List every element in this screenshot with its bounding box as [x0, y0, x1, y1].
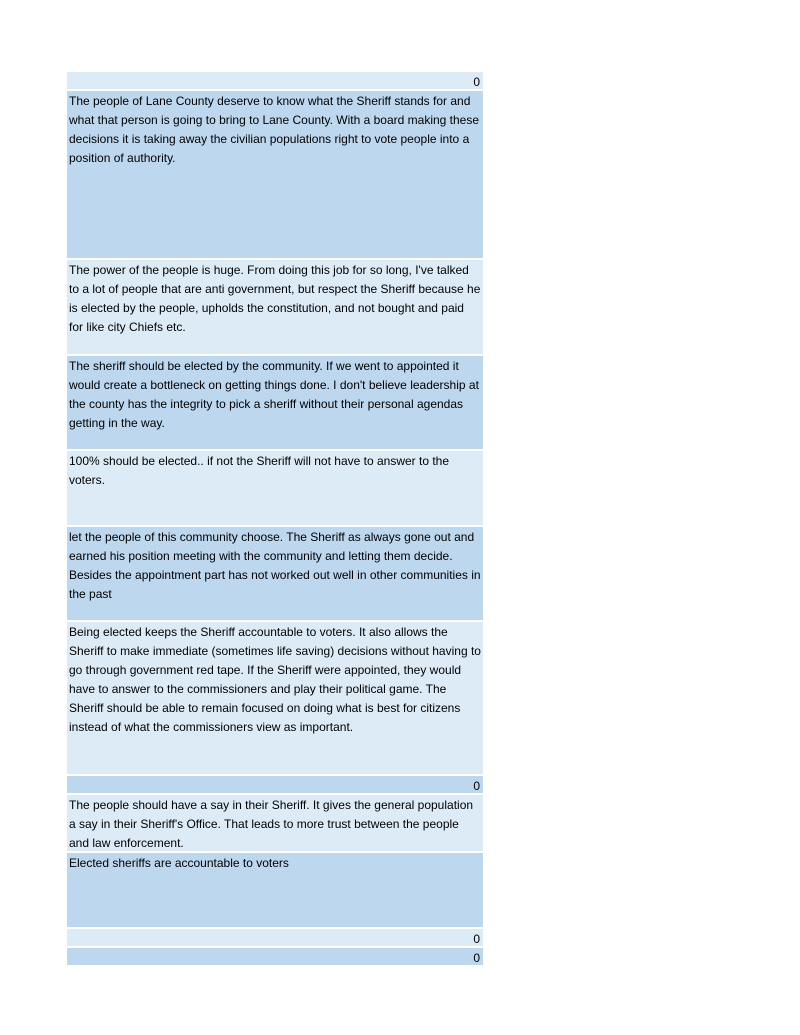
cell-text: let the people of this community choose. The Sheriff as always gone out and earned his position meeting with the community and letting them decide. Besides the appointment part has not worked out well in other communities in the past: [69, 530, 481, 601]
number-cell[interactable]: [67, 72, 483, 91]
response-cell[interactable]: [67, 853, 483, 929]
cell-text: 100% should be elected.. if not the Sheriff will not have to answer to the voters.: [69, 454, 450, 487]
spreadsheet-column: [67, 72, 483, 967]
response-cell[interactable]: [67, 356, 483, 451]
cell-text: The power of the people is huge. From doing this job for so long, I've talked to a lot of people that are anti government, but respect the Sheriff because he is elected by the people, upholds the constitution, and not bought and paid for like city Chiefs etc.: [69, 263, 481, 334]
cell-value: 0: [473, 779, 480, 793]
response-cell[interactable]: [67, 527, 483, 622]
cell-text: Elected sheriffs are accountable to voters: [69, 856, 289, 870]
response-cell[interactable]: [67, 622, 483, 776]
response-cell[interactable]: [67, 91, 483, 260]
cell-value: 0: [473, 951, 480, 965]
cell-text: The people should have a say in their Sheriff. It gives the general population a say in their Sheriff's Office. That leads to more trust between the people and law enforcement.: [69, 798, 474, 850]
number-cell[interactable]: [67, 948, 483, 967]
cell-value: 0: [473, 75, 480, 89]
number-cell[interactable]: [67, 929, 483, 948]
cell-value: 0: [473, 932, 480, 946]
response-cell[interactable]: [67, 795, 483, 853]
response-cell[interactable]: [67, 260, 483, 356]
cell-text: The sheriff should be elected by the community. If we went to appointed it would create a bottleneck on getting things done. I don't believe leadership at the county has the integrity to pick a sheriff without their personal agendas getting in the way.: [69, 359, 479, 430]
cell-text: Being elected keeps the Sheriff accountable to voters. It also allows the Sheriff to make immediate (sometimes life saving) decisions without having to go through government red tape. If the Sheriff were appointed, they would have to answer to the commissioners and play their political game. The Sheriff should be able to remain focused on doing what is best for citizens instead of what the commissioners view as important.: [69, 625, 481, 734]
response-cell[interactable]: [67, 451, 483, 527]
number-cell[interactable]: [67, 776, 483, 795]
cell-text: The people of Lane County deserve to know what the Sheriff stands for and what that person is going to bring to Lane County. With a board making these decisions it is taking away the civilian populations right to vote people into a position of authority.: [69, 94, 480, 165]
